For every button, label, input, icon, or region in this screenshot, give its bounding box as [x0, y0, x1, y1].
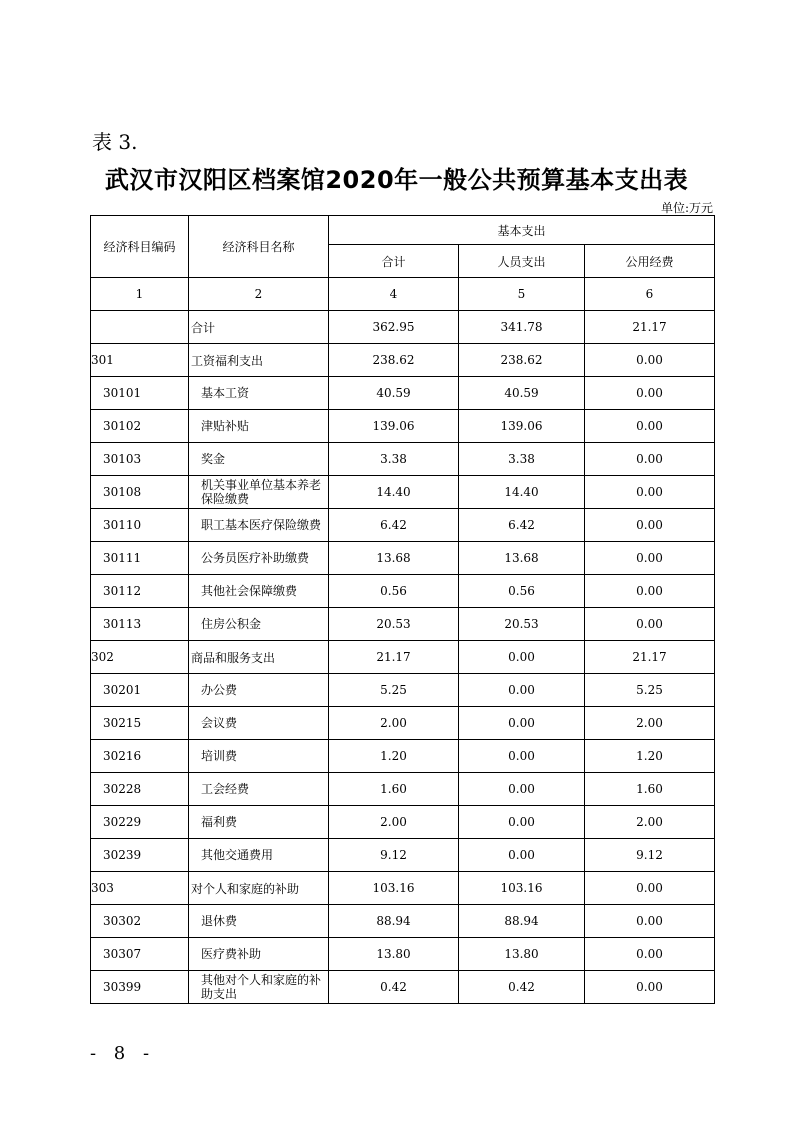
col-number: 5 — [459, 278, 585, 311]
row-total: 20.53 — [329, 608, 459, 641]
row-personnel: 0.00 — [459, 806, 585, 839]
row-total: 13.80 — [329, 938, 459, 971]
table-row — [91, 410, 715, 443]
row-code: 30102 — [91, 410, 189, 443]
row-name: 奖金 — [189, 443, 329, 476]
row-code: 30110 — [91, 509, 189, 542]
row-name: 培训费 — [189, 740, 329, 773]
row-name: 住房公积金 — [189, 608, 329, 641]
row-personnel: 3.38 — [459, 443, 585, 476]
row-personnel: 6.42 — [459, 509, 585, 542]
header-row — [91, 216, 715, 245]
table-row — [91, 542, 715, 575]
row-total: 40.59 — [329, 377, 459, 410]
column-number-row — [91, 278, 715, 311]
row-public: 0.00 — [585, 476, 715, 509]
table-row — [91, 971, 715, 1004]
row-name: 商品和服务支出 — [189, 641, 329, 674]
row-name: 福利费 — [189, 806, 329, 839]
col-number: 2 — [189, 278, 329, 311]
table-row — [91, 707, 715, 740]
row-code: 30399 — [91, 971, 189, 1004]
row-public: 21.17 — [585, 641, 715, 674]
row-personnel: 88.94 — [459, 905, 585, 938]
row-name: 会议费 — [189, 707, 329, 740]
table-row — [91, 344, 715, 377]
row-personnel: 40.59 — [459, 377, 585, 410]
page-title: 武汉市汉阳区档案馆2020年一般公共预算基本支出表 — [104, 166, 689, 194]
table-row — [91, 872, 715, 905]
header-code: 经济科目编码 — [91, 216, 189, 278]
row-name: 其他社会保障缴费 — [189, 575, 329, 608]
row-code: 30228 — [91, 773, 189, 806]
row-code: 30103 — [91, 443, 189, 476]
row-total: 1.60 — [329, 773, 459, 806]
row-name: 办公费 — [189, 674, 329, 707]
row-code: 30101 — [91, 377, 189, 410]
row-code — [91, 311, 189, 344]
col-number: 1 — [91, 278, 189, 311]
row-personnel: 0.00 — [459, 707, 585, 740]
row-code: 30112 — [91, 575, 189, 608]
unit-label: 单位:万元 — [660, 201, 713, 215]
row-code: 303 — [91, 872, 189, 905]
row-name: 退休费 — [189, 905, 329, 938]
row-name: 其他交通费用 — [189, 839, 329, 872]
row-code: 30229 — [91, 806, 189, 839]
row-public: 0.00 — [585, 608, 715, 641]
row-code: 302 — [91, 641, 189, 674]
row-personnel: 0.00 — [459, 674, 585, 707]
row-public: 5.25 — [585, 674, 715, 707]
row-total: 9.12 — [329, 839, 459, 872]
table-row — [91, 509, 715, 542]
row-name: 其他对个人和家庭的补助支出 — [189, 971, 329, 1004]
row-name: 基本工资 — [189, 377, 329, 410]
row-code: 30302 — [91, 905, 189, 938]
table-row — [91, 476, 715, 509]
row-total: 0.42 — [329, 971, 459, 1004]
row-code: 30307 — [91, 938, 189, 971]
row-name: 机关事业单位基本养老保险缴费 — [189, 476, 329, 509]
row-total: 238.62 — [329, 344, 459, 377]
row-personnel: 341.78 — [459, 311, 585, 344]
row-total: 139.06 — [329, 410, 459, 443]
table-row — [91, 938, 715, 971]
row-total: 0.56 — [329, 575, 459, 608]
table-row — [91, 740, 715, 773]
row-public: 9.12 — [585, 839, 715, 872]
row-personnel: 0.00 — [459, 740, 585, 773]
row-name: 医疗费补助 — [189, 938, 329, 971]
col-number: 6 — [585, 278, 715, 311]
row-name: 公务员医疗补助缴费 — [189, 542, 329, 575]
row-code: 30216 — [91, 740, 189, 773]
row-code: 30113 — [91, 608, 189, 641]
row-public: 21.17 — [585, 311, 715, 344]
row-total: 2.00 — [329, 806, 459, 839]
row-public: 0.00 — [585, 575, 715, 608]
row-code: 30239 — [91, 839, 189, 872]
table-row — [91, 905, 715, 938]
row-name: 工资福利支出 — [189, 344, 329, 377]
budget-table — [90, 215, 715, 1004]
table-row — [91, 839, 715, 872]
table-row — [91, 575, 715, 608]
table-row — [91, 806, 715, 839]
row-public: 0.00 — [585, 905, 715, 938]
col-number: 4 — [329, 278, 459, 311]
table-row — [91, 674, 715, 707]
header-basic: 基本支出 — [329, 216, 715, 245]
row-personnel: 0.56 — [459, 575, 585, 608]
row-code: 30215 — [91, 707, 189, 740]
row-name: 对个人和家庭的补助 — [189, 872, 329, 905]
table-label: 表 3. — [92, 130, 138, 154]
row-code: 30108 — [91, 476, 189, 509]
header-total: 合计 — [329, 245, 459, 278]
table-row — [91, 443, 715, 476]
row-public: 0.00 — [585, 542, 715, 575]
row-public: 0.00 — [585, 377, 715, 410]
row-personnel: 20.53 — [459, 608, 585, 641]
row-personnel: 13.68 — [459, 542, 585, 575]
row-total: 2.00 — [329, 707, 459, 740]
row-personnel: 14.40 — [459, 476, 585, 509]
row-public: 1.20 — [585, 740, 715, 773]
row-public: 2.00 — [585, 707, 715, 740]
row-name: 津贴补贴 — [189, 410, 329, 443]
table-row — [91, 377, 715, 410]
row-public: 0.00 — [585, 443, 715, 476]
row-personnel: 238.62 — [459, 344, 585, 377]
table-row — [91, 311, 715, 344]
row-code: 30201 — [91, 674, 189, 707]
row-name: 合计 — [189, 311, 329, 344]
row-personnel: 139.06 — [459, 410, 585, 443]
row-public: 1.60 — [585, 773, 715, 806]
table-row — [91, 773, 715, 806]
row-total: 3.38 — [329, 443, 459, 476]
row-code: 30111 — [91, 542, 189, 575]
row-public: 2.00 — [585, 806, 715, 839]
row-public: 0.00 — [585, 410, 715, 443]
row-total: 88.94 — [329, 905, 459, 938]
row-personnel: 0.42 — [459, 971, 585, 1004]
row-personnel: 103.16 — [459, 872, 585, 905]
row-total: 13.68 — [329, 542, 459, 575]
row-total: 5.25 — [329, 674, 459, 707]
table-row — [91, 641, 715, 674]
header-personnel: 人员支出 — [459, 245, 585, 278]
page-number: - 8 - — [90, 1043, 156, 1064]
row-name: 职工基本医疗保险缴费 — [189, 509, 329, 542]
row-personnel: 0.00 — [459, 641, 585, 674]
row-total: 6.42 — [329, 509, 459, 542]
row-total: 1.20 — [329, 740, 459, 773]
header-public: 公用经费 — [585, 245, 715, 278]
row-total: 362.95 — [329, 311, 459, 344]
row-code: 301 — [91, 344, 189, 377]
row-public: 0.00 — [585, 938, 715, 971]
row-public: 0.00 — [585, 344, 715, 377]
row-public: 0.00 — [585, 509, 715, 542]
table-row — [91, 608, 715, 641]
row-total: 103.16 — [329, 872, 459, 905]
row-personnel: 0.00 — [459, 839, 585, 872]
row-total: 21.17 — [329, 641, 459, 674]
row-personnel: 13.80 — [459, 938, 585, 971]
row-public: 0.00 — [585, 971, 715, 1004]
header-name: 经济科目名称 — [189, 216, 329, 278]
row-public: 0.00 — [585, 872, 715, 905]
row-name: 工会经费 — [189, 773, 329, 806]
row-personnel: 0.00 — [459, 773, 585, 806]
row-total: 14.40 — [329, 476, 459, 509]
